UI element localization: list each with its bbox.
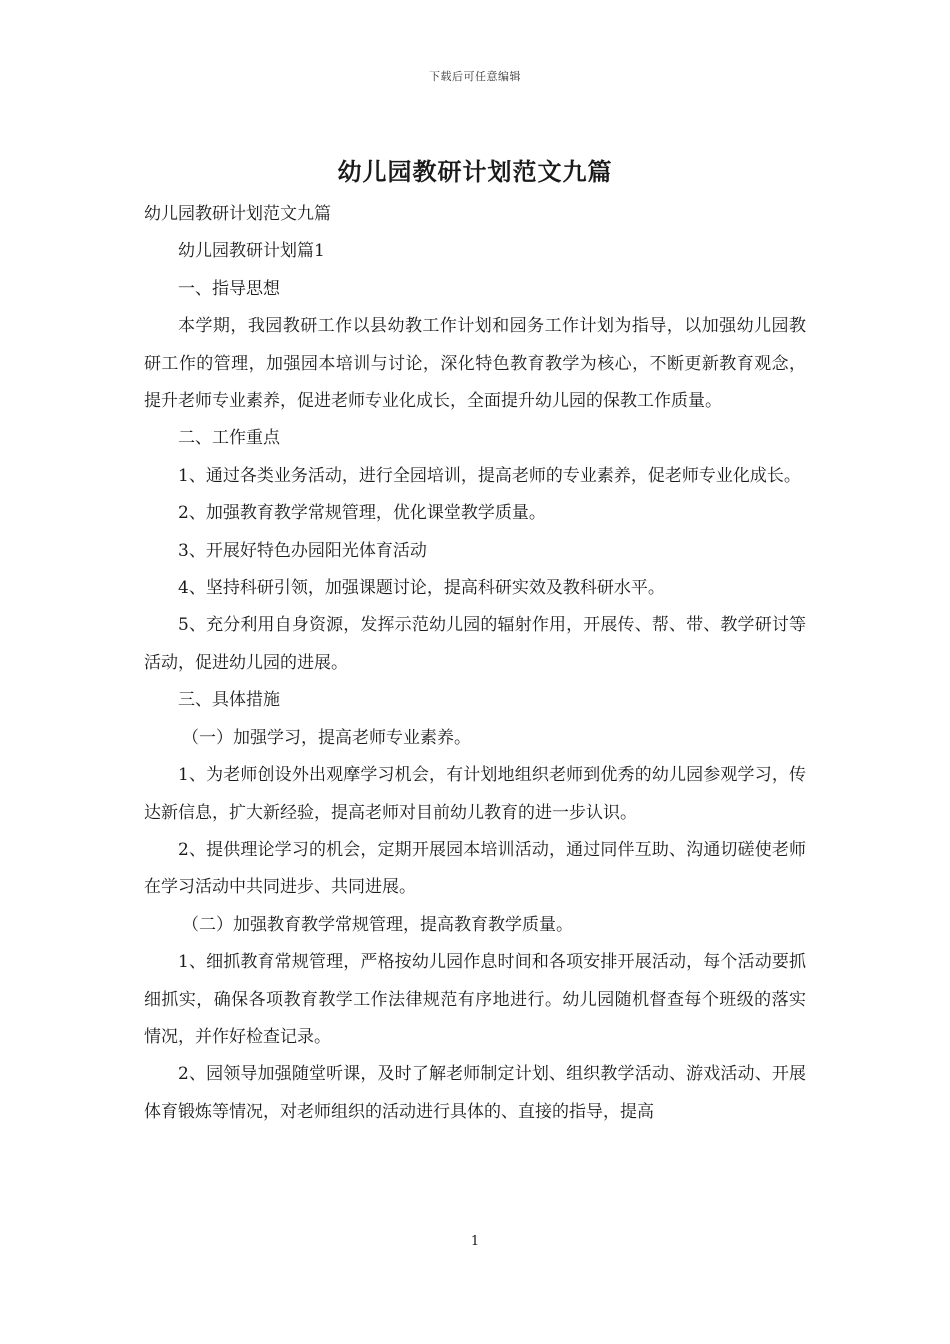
- page-number: 1: [470, 1234, 480, 1249]
- subsection-heading: （二）加强教育教学常规管理，提高教育教学质量。: [182, 914, 573, 935]
- paragraph: 幼儿园教研计划范文九篇: [144, 204, 331, 224]
- list-item: 1、通过各类业务活动，进行全园培训，提高老师的专业素养，促老师专业化成长。: [178, 465, 801, 486]
- list-item: 4、坚持科研引领，加强课题讨论，提高科研实效及教科研水平。: [178, 578, 665, 599]
- subsection-heading: （一）加强学习，提高老师专业素养。: [182, 727, 471, 748]
- list-item: 1、为老师创设外出观摩学习机会，有计划地组织老师到优秀的幼儿园参观学习，传达新信息，扩大新经验，提高老师对目前幼儿教育的进一步认识。: [144, 765, 806, 823]
- list-item: 2、园领导加强随堂听课，及时了解老师制定计划、组织教学活动、游戏活动、开展体育锻炼等情况，对老师组织的活动进行具体的、直接的指导，提高: [144, 1064, 806, 1122]
- list-item: 2、加强教育教学常规管理，优化课堂教学质量。: [178, 503, 546, 524]
- section-heading: 二、工作重点: [178, 428, 280, 449]
- list-item: 3、开展好特色办园阳光体育活动: [178, 540, 427, 561]
- section-heading: 三、具体措施: [178, 690, 280, 711]
- header-note: 下载后可任意编辑: [429, 70, 521, 83]
- section-heading: 一、指导思想: [178, 278, 280, 299]
- list-item: 1、细抓教育常规管理，严格按幼儿园作息时间和各项安排开展活动，每个活动要抓细抓实，确保各项教育教学工作法律规范有序地进行。幼儿园随机督查每个班级的落实情况，并作好检查记录。: [144, 952, 806, 1047]
- paragraph: 本学期，我园教研工作以县幼教工作计划和园务工作计划为指导，以加强幼儿园教研工作的管理，加强园本培训与讨论，深化特色教育教学为核心，不断更新教育观念，提升老师专业素养，促进老师专业化成长，全面提升幼儿园的保教工作质量。: [144, 316, 806, 412]
- section-heading: 幼儿园教研计划篇1: [178, 241, 325, 262]
- list-item: 5、充分利用自身资源，发挥示范幼儿园的辐射作用，开展传、帮、带、教学研讨等活动，促进幼儿园的进展。: [144, 615, 806, 673]
- document-title: 幼儿园教研计划范文九篇: [337, 157, 613, 186]
- list-item: 2、提供理论学习的机会，定期开展园本培训活动，通过同伴互助、沟通切磋使老师在学习活动中共同进步、共同进展。: [144, 839, 806, 898]
- document-body: [144, 196, 806, 1131]
